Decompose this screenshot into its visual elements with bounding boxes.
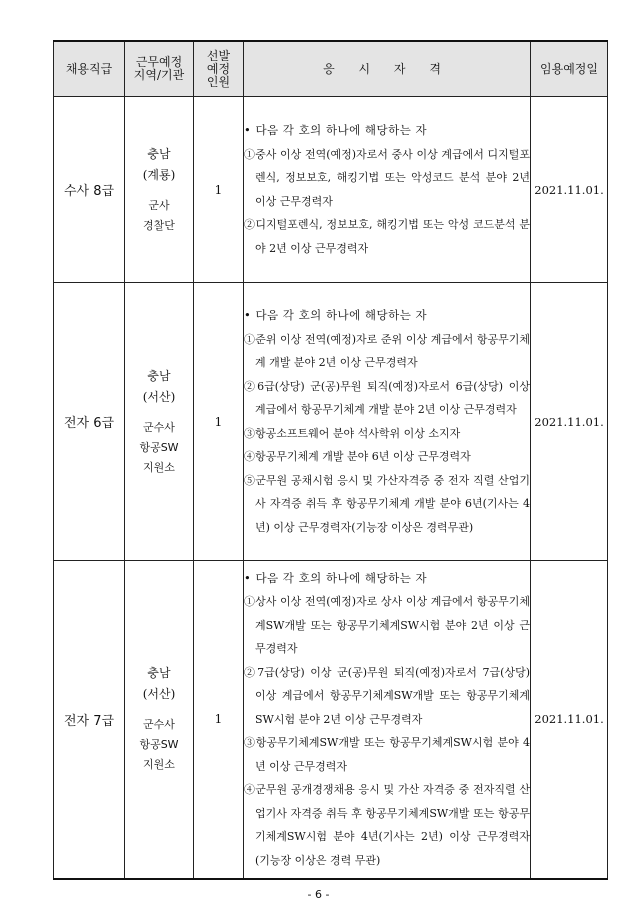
org-line: 군수사 [143, 718, 175, 732]
grade-cell: 수사 8급 [54, 97, 125, 283]
org-line: 항공SW [139, 738, 179, 752]
qualification-heading: • 다음 각 호의 하나에 해당하는 자 [244, 570, 428, 585]
region-detail: (계룡) [142, 167, 176, 182]
region-name: 충남 [147, 146, 171, 161]
header-qualification: 응 시 자 격 [244, 41, 531, 97]
header-count-line3: 인원 [206, 74, 231, 89]
qualification-item: ⑤군무원 공채시험 응시 및 가산자격증 중 전자 직렬 산업기사 자격증 취득 후 항공무기체계 개발 분야 6년(기사는 4년) 이상 근무경력자(기능장 이상은 경력무관) [244, 473, 530, 534]
table-row [54, 561, 608, 879]
qualification-item: ②7급(상당) 이상 군(공)무원 퇴직(예정)자로서 7급(상당) 이상 계급에서 항공무기체계SW개발 또는 항공무기체계SW시험 분야 2년 이상 근무경력자 [244, 665, 530, 726]
recruitment-table [53, 40, 608, 880]
header-grade: 채용직급 [54, 41, 125, 97]
region-detail: (서산) [142, 687, 176, 702]
table-row [54, 283, 608, 561]
header-date: 임용예정일 [531, 41, 608, 97]
qualification-item: ①준위 이상 전역(예정)자로 준위 이상 계급에서 항공무기체계 개발 분야 2년 이상 근무경력자 [244, 332, 530, 369]
grade-cell: 전자 7급 [54, 561, 125, 879]
table-header-row [54, 41, 608, 97]
org-line: 군수사 [143, 420, 175, 434]
qualification-item: ②디지털포렌식, 정보보호, 해킹기법 또는 악성 코드분석 분야 2년 이상 근무경력자 [244, 218, 530, 255]
count-cell: 1 [194, 283, 244, 561]
org-line: 항공SW [139, 440, 179, 454]
date-cell: 2021.11.01. [531, 97, 608, 283]
header-count-line1: 선발 [206, 48, 231, 63]
header-count [194, 41, 244, 97]
region-cell [125, 561, 194, 879]
qualification-cell [244, 97, 531, 283]
region-detail: (서산) [142, 389, 176, 404]
qualification-item: ④군무원 공개경쟁채용 응시 및 가산 자격증 중 전자직렬 산업기사 자격증 취득 후 항공무기체계SW개발 또는 항공무기체계SW시험 분야 4년(기사는 2년) 이상 근무경력자(기능장 이상은 경력 무관) [244, 783, 530, 867]
qualification-item: ③항공소프트웨어 분야 석사학위 이상 소지자 [244, 426, 461, 440]
header-region-line2: 지역/기관 [133, 68, 185, 82]
qualification-item: ①상사 이상 전역(예정)자로 상사 이상 계급에서 항공무기체계SW개발 또는 항공무기체계SW시험 분야 2년 이상 근무경력자 [244, 595, 530, 655]
region-cell [125, 283, 194, 561]
qualification-heading: • 다음 각 호의 하나에 해당하는 자 [244, 308, 428, 322]
count-cell: 1 [194, 97, 244, 283]
header-region-line1: 근무예정 [135, 55, 183, 69]
count-cell: 1 [194, 561, 244, 879]
table-row [54, 97, 608, 283]
page-number: - 6 - [307, 888, 330, 901]
header-count-line2: 예정 [206, 61, 231, 76]
org-line: 군사 [148, 198, 170, 212]
header-region [125, 41, 194, 97]
date-cell: 2021.11.01. [531, 561, 608, 879]
qualification-item: ④항공무기체계 개발 분야 6년 이상 근무경력자 [244, 450, 471, 463]
region-name: 충남 [147, 666, 171, 681]
qualification-item: ①중사 이상 전역(예정)자로서 중사 이상 계급에서 디지털포렌식, 정보보호, 해킹기법 또는 악성코드 분석 분야 2년 이상 근무경력자 [244, 147, 530, 208]
org-line: 지원소 [143, 460, 175, 474]
org-line: 경찰단 [143, 218, 175, 232]
grade-cell: 전자 6급 [54, 283, 125, 561]
region-cell [125, 97, 194, 283]
org-line: 지원소 [143, 758, 175, 772]
qualification-item: ②6급(상당) 군(공)무원 퇴직(예정)자로서 6급(상당) 이상 계급에서 항공무기체계 개발 분야 2년 이상 근무경력자 [244, 379, 530, 416]
qualification-heading: • 다음 각 호의 하나에 해당하는 자 [244, 123, 428, 137]
region-name: 충남 [147, 368, 171, 383]
qualification-cell [244, 283, 531, 561]
qualification-cell [244, 561, 531, 879]
date-cell: 2021.11.01. [531, 283, 608, 561]
qualification-item: ③항공무기체계SW개발 또는 항공무기체계SW시험 분야 4년 이상 근무경력자 [244, 736, 530, 773]
